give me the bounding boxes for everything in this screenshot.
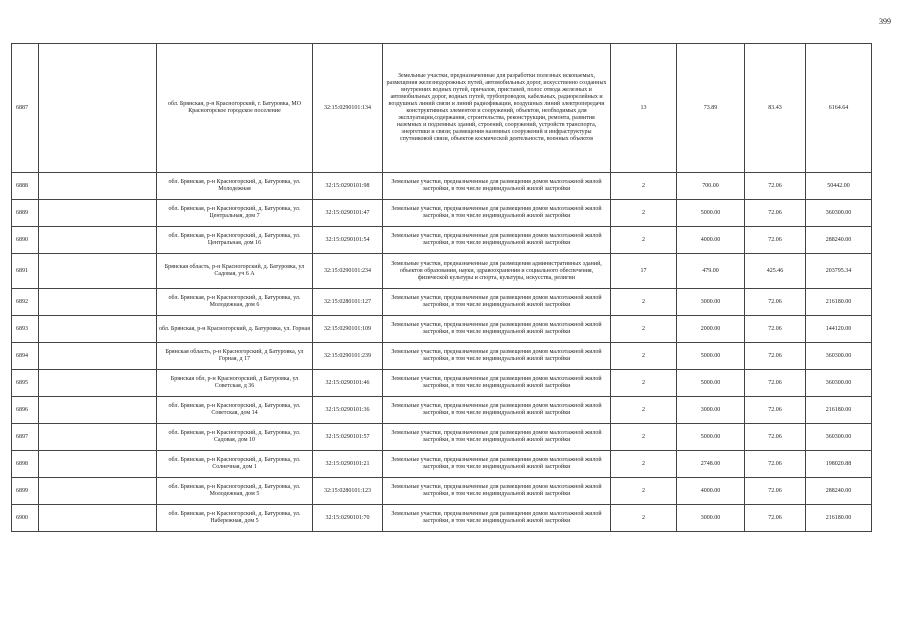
cell-row-number: 6892 — [12, 289, 39, 316]
cell-type-code: 2 — [611, 173, 677, 200]
cell-row-number: 6893 — [12, 316, 39, 343]
cell-address: обл. Брянская, р-н Красногорский, д. Батуровка, ул. Солнечная, дом 1 — [157, 451, 313, 478]
cell-rate: 72.06 — [745, 505, 806, 532]
cell-type-code: 2 — [611, 505, 677, 532]
cell-rate: 72.06 — [745, 200, 806, 227]
cell-land-purpose: Земельные участки, предназначенные для размещения домов малоэтажной жилой застройки, в том числе индивидуальной жилой застройки — [383, 200, 611, 227]
cell-rate: 72.06 — [745, 451, 806, 478]
cell-cadastral-number: 32:15:0290101:239 — [313, 343, 383, 370]
cell-row-number: 6896 — [12, 397, 39, 424]
cell-area: 2000.00 — [677, 316, 745, 343]
cell-cadastral-number: 32:15:0290101:21 — [313, 451, 383, 478]
cell-rate: 72.06 — [745, 289, 806, 316]
cell-area: 73.89 — [677, 44, 745, 173]
table-row — [12, 397, 872, 424]
land-registry-table — [11, 43, 872, 532]
cell-address: обл. Брянская, р-н Красногорский, д. Батуровка, ул. Молодежная, дом 5 — [157, 478, 313, 505]
cell-rate: 72.06 — [745, 478, 806, 505]
cell-address: обл. Брянская, р-н Красногорский, д. Батуровка, ул. Садовая, дом 10 — [157, 424, 313, 451]
cell-address: обл. Брянская, р-н Красногорский, д. Батуровка, ул. Горная — [157, 316, 313, 343]
cell-row-number: 6898 — [12, 451, 39, 478]
cell-row-number: 6899 — [12, 478, 39, 505]
cell-area: 3000.00 — [677, 505, 745, 532]
cell-row-number: 6889 — [12, 200, 39, 227]
cell-rate: 72.06 — [745, 316, 806, 343]
table-row — [12, 44, 872, 173]
cell-empty — [39, 397, 157, 424]
cell-cadastral-value: 216180.00 — [806, 289, 872, 316]
cell-cadastral-value: 203795.34 — [806, 254, 872, 289]
cell-cadastral-number: 32:15:0290101:54 — [313, 227, 383, 254]
cell-cadastral-value: 6164.64 — [806, 44, 872, 173]
cell-type-code: 2 — [611, 424, 677, 451]
cell-empty — [39, 254, 157, 289]
cell-area: 5000.00 — [677, 424, 745, 451]
cell-area: 3000.00 — [677, 397, 745, 424]
cell-type-code: 2 — [611, 289, 677, 316]
cell-cadastral-number: 32:15:0290101:109 — [313, 316, 383, 343]
cell-area: 5000.00 — [677, 343, 745, 370]
cell-address: обл. Брянская, р-н Красногорский, д. Батуровка, ул. Молодежная, дом 6 — [157, 289, 313, 316]
cell-empty — [39, 451, 157, 478]
cell-area: 4000.00 — [677, 478, 745, 505]
cell-cadastral-value: 198020.88 — [806, 451, 872, 478]
cell-cadastral-value: 288240.00 — [806, 227, 872, 254]
cell-type-code: 13 — [611, 44, 677, 173]
table-row — [12, 424, 872, 451]
cell-area: 5000.00 — [677, 200, 745, 227]
table-row — [12, 173, 872, 200]
cell-rate: 72.06 — [745, 370, 806, 397]
cell-land-purpose: Земельные участки, предназначенные для размещения административных зданий, объектов образования, науки, здравоохранения и социального обеспечения, физической культуры и спорта, культуры, искусства, религии — [383, 254, 611, 289]
cell-area: 2748.00 — [677, 451, 745, 478]
cell-address: обл. Брянская, р-н Красногорский, д. Батуровка, ул. Набережная, дом 5 — [157, 505, 313, 532]
cell-cadastral-value: 50442.00 — [806, 173, 872, 200]
cell-cadastral-value: 360300.00 — [806, 424, 872, 451]
cell-empty — [39, 478, 157, 505]
cell-land-purpose: Земельные участки, предназначенные для размещения домов малоэтажной жилой застройки, в том числе индивидуальной жилой застройки — [383, 370, 611, 397]
cell-cadastral-number: 32:15:0290101:57 — [313, 424, 383, 451]
cell-land-purpose: Земельные участки, предназначенные для размещения домов малоэтажной жилой застройки, в том числе индивидуальной жилой застройки — [383, 343, 611, 370]
cell-rate: 72.06 — [745, 173, 806, 200]
table-body — [12, 44, 872, 532]
table-row — [12, 200, 872, 227]
cell-address: обл. Брянская, р-н Красногорский, д. Батуровка, ул. Центральная, дом 16 — [157, 227, 313, 254]
cell-empty — [39, 200, 157, 227]
cell-cadastral-number: 32:15:0290101:36 — [313, 397, 383, 424]
table-row — [12, 451, 872, 478]
cell-cadastral-number: 32:15:0290101:46 — [313, 370, 383, 397]
cell-empty — [39, 44, 157, 173]
table-row — [12, 343, 872, 370]
page-number: 399 — [879, 17, 891, 26]
cell-area: 479.00 — [677, 254, 745, 289]
cell-area: 3000.00 — [677, 289, 745, 316]
table-row — [12, 289, 872, 316]
cell-cadastral-number: 32:15:0280101:127 — [313, 289, 383, 316]
cell-empty — [39, 370, 157, 397]
cell-rate: 425.46 — [745, 254, 806, 289]
cell-address: Брянская область, р-н Красногорский, д Батуровка, ул Горная, д 17 — [157, 343, 313, 370]
cell-cadastral-value: 216180.00 — [806, 505, 872, 532]
cell-type-code: 2 — [611, 343, 677, 370]
cell-address: Брянская обл, р-н Красногорский, д Батуровка, ул Советская, д 36 — [157, 370, 313, 397]
cell-row-number: 6887 — [12, 44, 39, 173]
cell-cadastral-value: 360300.00 — [806, 370, 872, 397]
cell-address: обл. Брянская, р-н Красногорский, г. Батуровка, МО Красногорское городское поселение — [157, 44, 313, 173]
cell-area: 700.00 — [677, 173, 745, 200]
table-row — [12, 505, 872, 532]
cell-land-purpose: Земельные участки, предназначенные для размещения домов малоэтажной жилой застройки, в том числе индивидуальной жилой застройки — [383, 289, 611, 316]
cell-rate: 72.06 — [745, 397, 806, 424]
cell-row-number: 6890 — [12, 227, 39, 254]
table-row — [12, 478, 872, 505]
cell-row-number: 6891 — [12, 254, 39, 289]
cell-land-purpose: Земельные участки, предназначенные для разработки полезных ископаемых, размещения железнодорожных путей, автомобильных дорог, искусственно созданных внутренних водных путей, причалов, пристаней, полос отвода железных и автомобильных дорог, водных путей, трубопроводов, кабельных, радиорелейных и воздушных линий связи и линий радиофикации, воздушных линий электропередачи конструктивных элементов и сооружений, объектов, необходимых для эксплуатации,содержания, строительства, реконструкции, ремонта, развития наземных и подземных зданий, строений, сооружений, устройств транспорта, энергетики и связи; размещения наземных сооружений и инфраструктуры спутниковой связи, объектов космической деятельности, военных объектов — [383, 44, 611, 173]
cell-row-number: 6895 — [12, 370, 39, 397]
cell-land-purpose: Земельные участки, предназначенные для размещения домов малоэтажной жилой застройки, в том числе индивидуальной жилой застройки — [383, 397, 611, 424]
cell-land-purpose: Земельные участки, предназначенные для размещения домов малоэтажной жилой застройки, в том числе индивидуальной жилой застройки — [383, 424, 611, 451]
cell-area: 4000.00 — [677, 227, 745, 254]
cell-land-purpose: Земельные участки, предназначенные для размещения домов малоэтажной жилой застройки, в том числе индивидуальной жилой застройки — [383, 227, 611, 254]
cell-empty — [39, 227, 157, 254]
cell-row-number: 6888 — [12, 173, 39, 200]
cell-land-purpose: Земельные участки, предназначенные для размещения домов малоэтажной жилой застройки, в том числе индивидуальной жилой застройки — [383, 173, 611, 200]
cell-type-code: 17 — [611, 254, 677, 289]
cell-rate: 72.06 — [745, 227, 806, 254]
cell-address: Брянская область, р-н Красногорский, д. Батуровка, ул Садовая, уч 6 А — [157, 254, 313, 289]
cell-cadastral-number: 32:15:0290101:70 — [313, 505, 383, 532]
cell-cadastral-number: 32:15:0280101:123 — [313, 478, 383, 505]
cell-row-number: 6894 — [12, 343, 39, 370]
cell-row-number: 6900 — [12, 505, 39, 532]
cell-type-code: 2 — [611, 478, 677, 505]
cell-address: обл. Брянская, р-н Красногорский, д. Батуровка, ул. Молодежная — [157, 173, 313, 200]
cell-empty — [39, 289, 157, 316]
cell-cadastral-number: 32:15:0290101:98 — [313, 173, 383, 200]
cell-land-purpose: Земельные участки, предназначенные для размещения домов малоэтажной жилой застройки, в том числе индивидуальной жилой застройки — [383, 451, 611, 478]
table-row — [12, 316, 872, 343]
cell-cadastral-value: 216180.00 — [806, 397, 872, 424]
cell-land-purpose: Земельные участки, предназначенные для размещения домов малоэтажной жилой застройки, в том числе индивидуальной жилой застройки — [383, 505, 611, 532]
cell-area: 5000.00 — [677, 370, 745, 397]
cell-cadastral-value: 360300.00 — [806, 343, 872, 370]
cell-rate: 72.06 — [745, 424, 806, 451]
cell-cadastral-number: 32:15:0290101:47 — [313, 200, 383, 227]
cell-land-purpose: Земельные участки, предназначенные для размещения домов малоэтажной жилой застройки, в том числе индивидуальной жилой застройки — [383, 316, 611, 343]
table-row — [12, 227, 872, 254]
cell-cadastral-number: 32:15:0290101:134 — [313, 44, 383, 173]
table-row — [12, 254, 872, 289]
cell-cadastral-value: 360300.00 — [806, 200, 872, 227]
cell-rate: 72.06 — [745, 343, 806, 370]
cell-cadastral-number: 32:15:0290101:234 — [313, 254, 383, 289]
cell-cadastral-value: 144120.00 — [806, 316, 872, 343]
cell-empty — [39, 505, 157, 532]
cell-type-code: 2 — [611, 316, 677, 343]
cell-type-code: 2 — [611, 370, 677, 397]
cell-empty — [39, 343, 157, 370]
cell-rate: 83.43 — [745, 44, 806, 173]
cell-row-number: 6897 — [12, 424, 39, 451]
cell-cadastral-value: 288240.00 — [806, 478, 872, 505]
cell-address: обл. Брянская, р-н Красногорский, д. Батуровка, ул. Центральная, дом 7 — [157, 200, 313, 227]
table-row — [12, 370, 872, 397]
cell-type-code: 2 — [611, 451, 677, 478]
cell-type-code: 2 — [611, 397, 677, 424]
cell-empty — [39, 173, 157, 200]
cell-type-code: 2 — [611, 227, 677, 254]
cell-type-code: 2 — [611, 200, 677, 227]
cell-land-purpose: Земельные участки, предназначенные для размещения домов малоэтажной жилой застройки, в том числе индивидуальной жилой застройки — [383, 478, 611, 505]
cell-empty — [39, 316, 157, 343]
cell-address: обл. Брянская, р-н Красногорский, д. Батуровка, ул. Советская, дом 14 — [157, 397, 313, 424]
cell-empty — [39, 424, 157, 451]
